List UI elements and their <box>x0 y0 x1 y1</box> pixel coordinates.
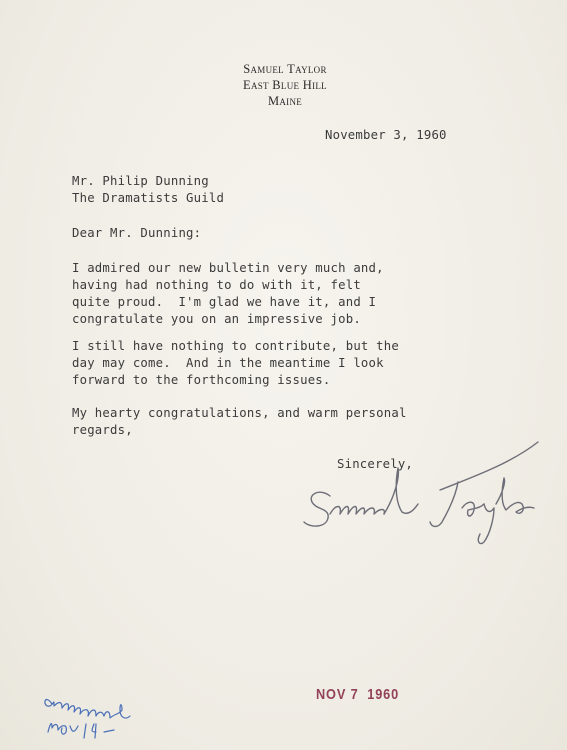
paragraph-3-line: My hearty congratulations, and warm personal <box>72 406 407 420</box>
handwritten-answered-note <box>40 684 150 739</box>
paragraph-2-line: I still have nothing to contribute, but the <box>72 339 399 353</box>
handwritten-signature <box>290 438 550 548</box>
closing: Sincerely, <box>337 457 414 471</box>
paragraph-1-line: congratulate you on an impressive job. <box>72 312 361 326</box>
recipient-name: Mr. Philip Dunning <box>72 174 209 188</box>
letterhead-town: East Blue Hill <box>243 78 327 92</box>
paragraph-1-line: quite proud. I'm glad we have it, and I <box>72 295 377 309</box>
letterhead-name: Samuel Taylor <box>243 62 327 76</box>
paragraph-1-line: I admired our new bulletin very much and, <box>72 261 384 275</box>
letterhead-state: Maine <box>267 94 303 108</box>
recipient-organization: The Dramatists Guild <box>72 191 225 205</box>
paragraph-1-line: having had nothing to do with it, felt <box>72 278 361 292</box>
paragraph-3-line: regards, <box>72 423 133 437</box>
letter-date: November 3, 1960 <box>325 128 447 142</box>
salutation: Dear Mr. Dunning: <box>72 226 202 240</box>
received-date-stamp: NOV 7 1960 <box>316 686 400 703</box>
paragraph-2-line: day may come. And in the meantime I look <box>72 356 384 370</box>
paragraph-2-line: forward to the forthcoming issues. <box>72 373 331 387</box>
